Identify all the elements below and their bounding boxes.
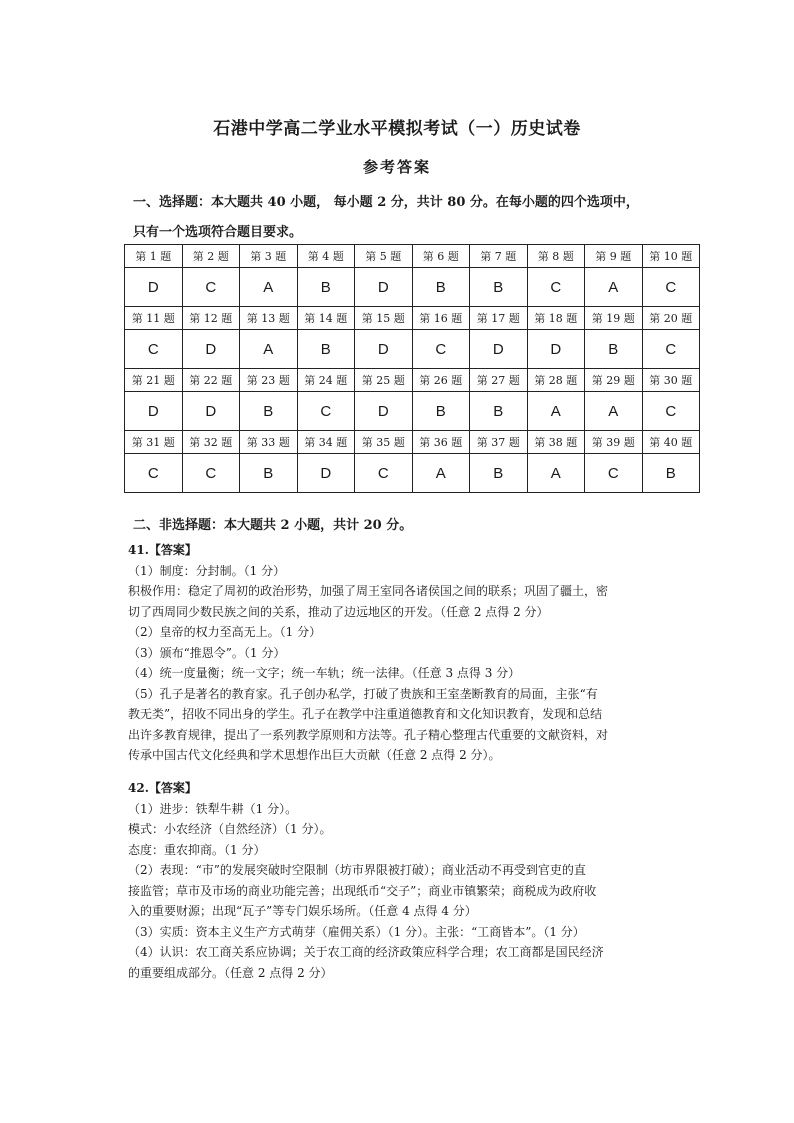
question-number-cell: 第 13 题: [240, 307, 298, 330]
answer-cell: C: [182, 454, 240, 493]
answer-cell: C: [125, 454, 183, 493]
answer-cell: D: [297, 454, 355, 493]
answer-line: （1）制度：分封制。（1 分）: [128, 563, 286, 578]
question-number-cell: 第 22 题: [182, 369, 240, 392]
question-number-cell: 第 12 题: [182, 307, 240, 330]
question-number-cell: 第 14 题: [297, 307, 355, 330]
question-number-row: [125, 245, 700, 268]
question-number-cell: 第 18 题: [527, 307, 585, 330]
question-number-cell: 第 2 题: [182, 245, 240, 268]
answer-cell: B: [412, 268, 470, 307]
question-number-cell: 第 11 题: [125, 307, 183, 330]
answer-cell: A: [585, 392, 643, 431]
answer-cell: A: [240, 330, 298, 369]
question-number-cell: 第 16 题: [412, 307, 470, 330]
question-number-cell: 第 31 题: [125, 431, 183, 454]
answer-cell: A: [527, 454, 585, 493]
question-42-header: 42.【答案】: [128, 781, 197, 795]
question-number-cell: 第 7 题: [470, 245, 528, 268]
answer-row: [125, 268, 700, 307]
question-number-cell: 第 25 题: [355, 369, 413, 392]
answer-cell: C: [642, 330, 700, 369]
answer-cell: B: [240, 392, 298, 431]
answer-cell: B: [470, 268, 528, 307]
answer-cell: D: [182, 392, 240, 431]
question-number-cell: 第 26 题: [412, 369, 470, 392]
question-number-cell: 第 40 题: [642, 431, 700, 454]
answer-line: 教无类”，招收不同出身的学生。孔子在教学中注重道德教育和文化知识教育，发现和总结: [128, 707, 603, 721]
question-number-cell: 第 28 题: [527, 369, 585, 392]
question-number-cell: 第 10 题: [642, 245, 700, 268]
answer-cell: B: [585, 330, 643, 369]
question-number-cell: 第 17 题: [470, 307, 528, 330]
answer-cell: A: [527, 392, 585, 431]
answer-cell: C: [527, 268, 585, 307]
answer-table: [124, 244, 700, 493]
section1-line2: 只有一个选项符合题目要求。: [133, 225, 303, 240]
question-number-cell: 第 35 题: [355, 431, 413, 454]
question-number-cell: 第 5 题: [355, 245, 413, 268]
answer-cell: B: [470, 392, 528, 431]
answer-cell: D: [125, 268, 183, 307]
question-number-cell: 第 36 题: [412, 431, 470, 454]
question-number-cell: 第 4 题: [297, 245, 355, 268]
question-number-cell: 第 23 题: [240, 369, 298, 392]
section1-line1: 一、选择题：本大题共 40 小题， 每小题 2 分，共计 80 分。在每小题的四个选项中，: [133, 195, 639, 210]
answer-line: （3）实质：资本主义生产方式萌芽（雇佣关系）（1 分）。主张：“工商皆本”。（1 分）: [128, 924, 585, 939]
answer-line: （5）孔子是著名的教育家。孔子创办私学，打破了贵族和王室垄断教育的局面，主张“有: [128, 686, 598, 701]
question-number-cell: 第 21 题: [125, 369, 183, 392]
question-number-cell: 第 33 题: [240, 431, 298, 454]
question-42-lines: [128, 799, 673, 984]
question-number-cell: 第 20 题: [642, 307, 700, 330]
answer-cell: D: [527, 330, 585, 369]
question-41-header: 41.【答案】: [128, 543, 197, 557]
page-subtitle: 参考答案: [362, 158, 431, 176]
answer-line: 模式：小农经济（自然经济）（1 分）。: [128, 822, 332, 836]
answer-cell: D: [355, 392, 413, 431]
question-number-cell: 第 37 题: [470, 431, 528, 454]
answer-line: 出许多教育规律，提出了一系列教学原则和方法等。孔子精心整理古代重要的文献资料，对: [128, 727, 609, 742]
question-number-cell: 第 19 题: [585, 307, 643, 330]
answer-line: （4）统一度量衡；统一文字；统一车轨；统一法律。（任意 3 点得 3 分）: [128, 666, 521, 680]
question-number-cell: 第 27 题: [470, 369, 528, 392]
answer-cell: C: [642, 392, 700, 431]
answer-line: （2）皇帝的权力至高无上。（1 分）: [128, 625, 322, 639]
answer-cell: C: [642, 268, 700, 307]
answer-cell: B: [642, 454, 700, 493]
answer-cell: A: [412, 454, 470, 493]
answer-cell: C: [297, 392, 355, 431]
question-number-cell: 第 29 题: [585, 369, 643, 392]
answer-cell: B: [240, 454, 298, 493]
question-number-row: [125, 369, 700, 392]
answer-cell: C: [182, 268, 240, 307]
question-number-cell: 第 39 题: [585, 431, 643, 454]
question-number-row: [125, 431, 700, 454]
answer-line: （1）进步：铁犁牛耕（1 分）。: [128, 801, 298, 816]
question-41-answer: [128, 540, 673, 766]
answer-line: （2）表现：“市”的发展突破时空限制（坊市界限被打破）；商业活动不再受到官吏的直: [128, 863, 586, 877]
answer-row: [125, 330, 700, 369]
answer-cell: C: [412, 330, 470, 369]
answer-cell: A: [585, 268, 643, 307]
answer-cell: D: [470, 330, 528, 369]
section1-heading: [133, 188, 693, 248]
question-number-cell: 第 6 题: [412, 245, 470, 268]
question-number-cell: 第 1 题: [125, 245, 183, 268]
answer-cell: D: [125, 392, 183, 431]
question-number-row: [125, 307, 700, 330]
answer-line: （4）认识：农工商关系应协调；关于农工商的经济政策应科学合理；农工商都是国民经济: [128, 945, 604, 959]
question-number-cell: 第 3 题: [240, 245, 298, 268]
answer-line: （3）颁布“推恩令”。（1 分）: [128, 645, 286, 660]
answer-line: 态度：重农抑商。（1 分）: [128, 842, 266, 857]
question-number-cell: 第 38 题: [527, 431, 585, 454]
question-number-cell: 第 9 题: [585, 245, 643, 268]
answer-line: 切了西周同少数民族之间的关系，推动了边远地区的开发。（任意 2 点得 2 分）: [128, 604, 549, 619]
question-41-lines: [128, 561, 673, 766]
answer-cell: B: [412, 392, 470, 431]
answer-cell: D: [182, 330, 240, 369]
answer-line: 的重要组成部分。（任意 2 点得 2 分）: [128, 965, 333, 980]
question-number-cell: 第 34 题: [297, 431, 355, 454]
page-title: 石港中学高二学业水平模拟考试（一）历史试卷: [213, 119, 581, 139]
answer-row: [125, 454, 700, 493]
answer-cell: B: [297, 330, 355, 369]
answer-cell: C: [355, 454, 413, 493]
question-number-cell: 第 8 题: [527, 245, 585, 268]
answer-row: [125, 392, 700, 431]
answer-cell: D: [355, 268, 413, 307]
answer-cell: C: [585, 454, 643, 493]
answer-cell: B: [470, 454, 528, 493]
answer-line: 传承中国古代文化经典和学术思想作出巨大贡献（任意 2 点得 2 分）。: [128, 748, 501, 762]
answer-cell: B: [297, 268, 355, 307]
question-number-cell: 第 24 题: [297, 369, 355, 392]
question-42-answer: [128, 778, 673, 983]
answer-line: 积极作用：稳定了周初的政治形势，加强了周王室同各诸侯国之间的联系；巩固了疆土，密: [128, 584, 609, 598]
answer-cell: C: [125, 330, 183, 369]
answer-cell: A: [240, 268, 298, 307]
question-number-cell: 第 32 题: [182, 431, 240, 454]
answer-line: 接监管；草市及市场的商业功能完善；出现纸币“交子”；商业市镇繁荣；商税成为政府收: [128, 883, 597, 898]
question-number-cell: 第 15 题: [355, 307, 413, 330]
section2-heading: 二、非选择题：本大题共 2 小题，共计 20 分。: [133, 518, 413, 533]
question-number-cell: 第 30 题: [642, 369, 700, 392]
answer-line: 入的重要财源；出现“瓦子”等专门娱乐场所。（任意 4 点得 4 分）: [128, 904, 477, 918]
answer-cell: D: [355, 330, 413, 369]
